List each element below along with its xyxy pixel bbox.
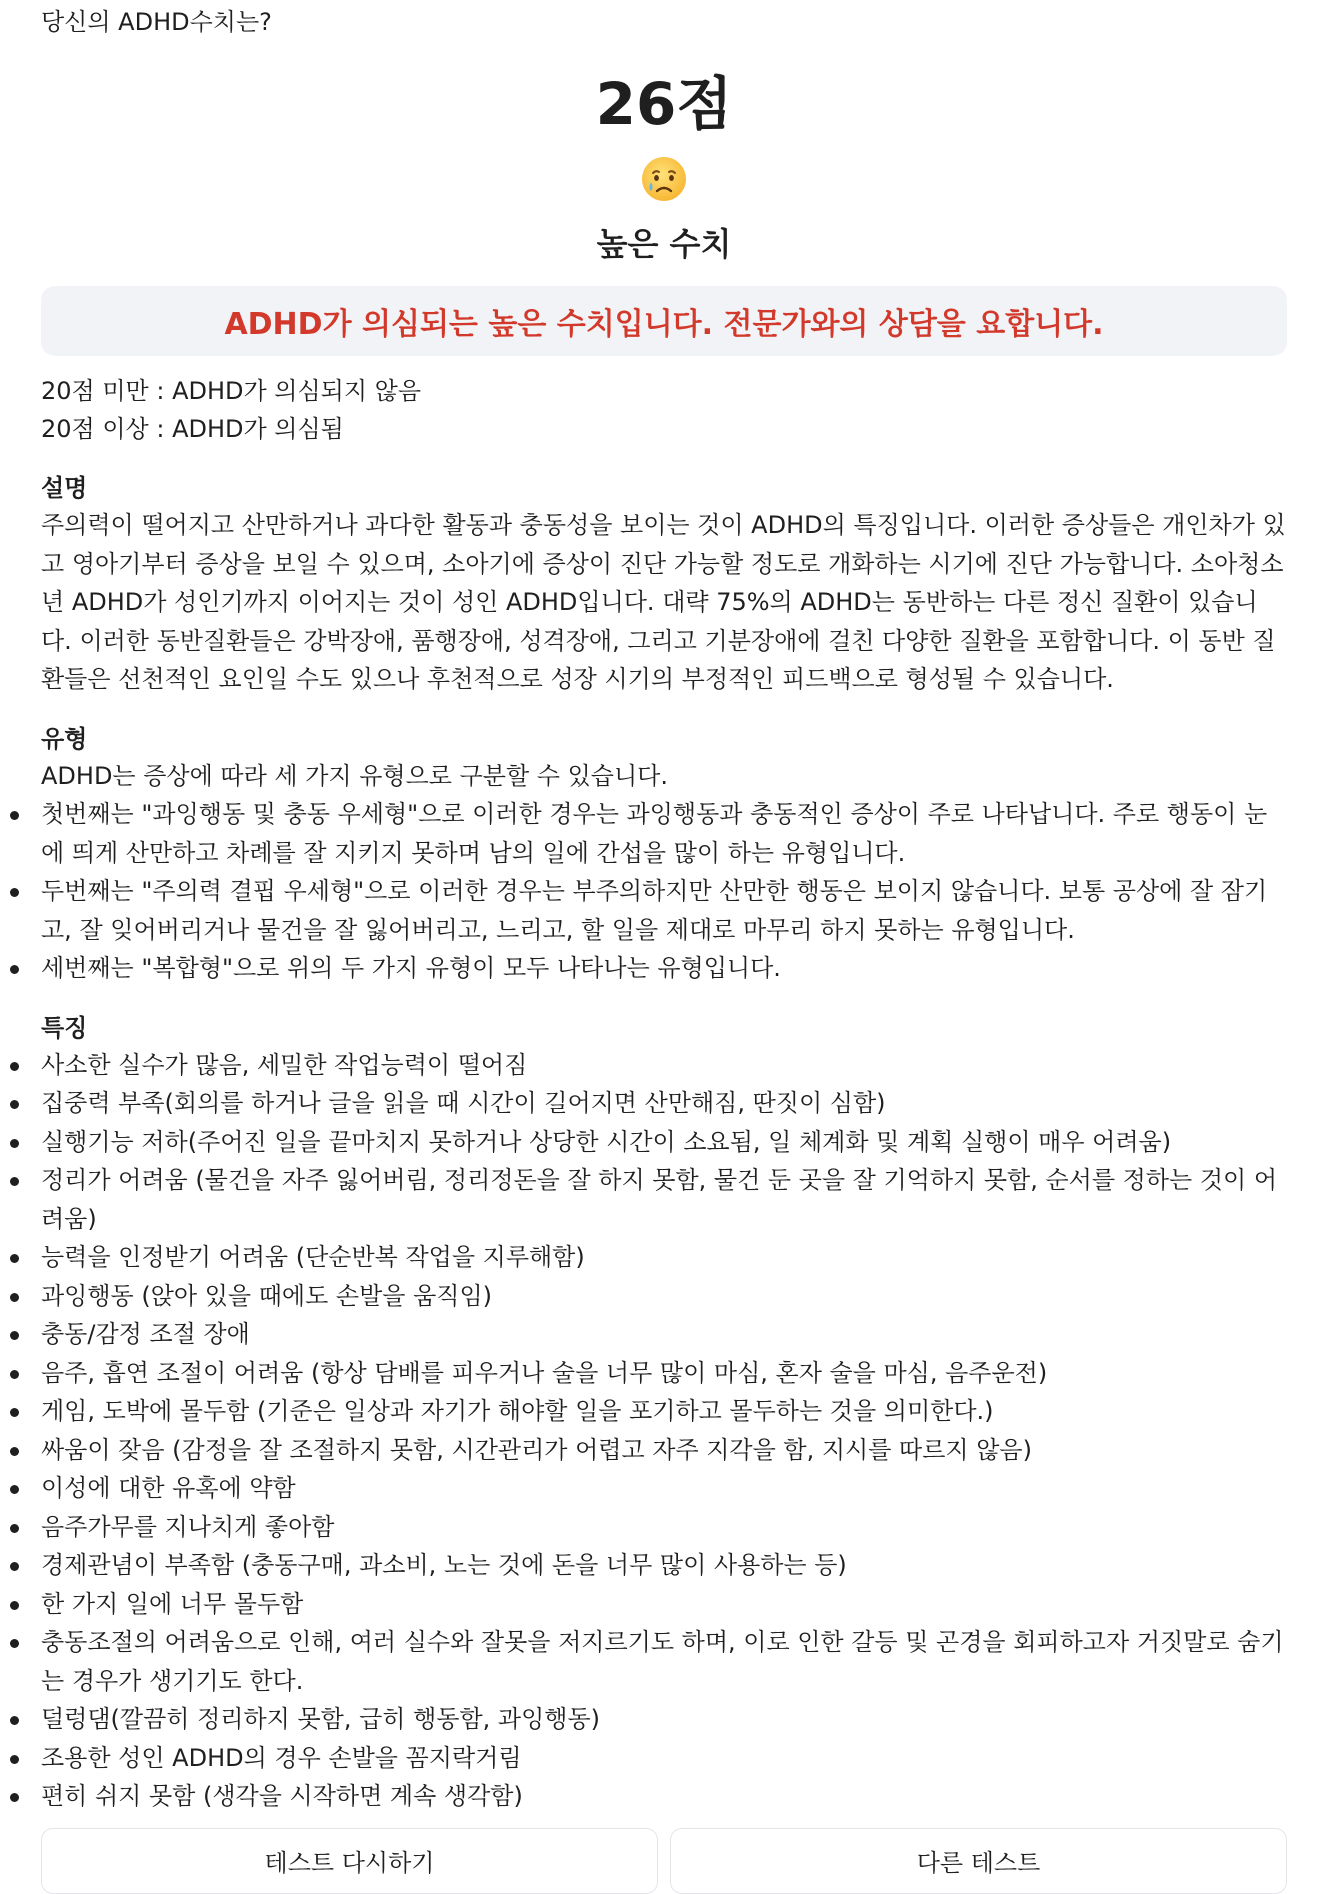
list-item: 첫번째는 "과잉행동 및 충동 우세형"으로 이러한 경우는 과잉행동과 충동적인 증상이 주로 나타납니다. 주로 행동이 눈에 띄게 산만하고 차례를 잘 지키지 못하며 남의 일에 간섭을 많이 하는 유형입니다. bbox=[41, 795, 1287, 872]
list-item: 충동조절의 어려움으로 인해, 여러 실수와 잘못을 저지르기도 하며, 이로 인한 갈등 및 곤경을 회피하고자 거짓말로 숨기는 경우가 생기기도 한다. bbox=[41, 1623, 1287, 1700]
list-item: 한 가지 일에 너무 몰두함 bbox=[41, 1585, 1287, 1624]
list-item: 정리가 어려움 (물건을 자주 잃어버림, 정리정돈을 잘 하지 못함, 물건 둔 곳을 잘 기억하지 못함, 순서를 정하는 것이 어려움) bbox=[41, 1161, 1287, 1238]
features-list bbox=[41, 1046, 1287, 1816]
retry-test-button[interactable]: 테스트 다시하기 bbox=[41, 1828, 658, 1894]
list-item: 충동/감정 조절 장애 bbox=[41, 1315, 1287, 1354]
list-item: 실행기능 저하(주어진 일을 끝마치지 못하거나 상당한 시간이 소요됨, 일 체계화 및 계획 실행이 매우 어려움) bbox=[41, 1123, 1287, 1162]
list-item: 과잉행동 (앉아 있을 때에도 손발을 움직임) bbox=[41, 1277, 1287, 1316]
alert-banner bbox=[41, 286, 1287, 356]
list-item: 사소한 실수가 많음, 세밀한 작업능력이 떨어짐 bbox=[41, 1046, 1287, 1085]
question-title: 당신의 ADHD수치는? bbox=[41, 8, 272, 36]
types-heading: 유형 bbox=[41, 724, 88, 753]
list-item: 음주가무를 지나치게 좋아함 bbox=[41, 1508, 1287, 1547]
score-legend bbox=[41, 372, 1287, 448]
description-text: 주의력이 떨어지고 산만하거나 과다한 활동과 충동성을 보이는 것이 ADHD의 특징입니다. 이러한 증상들은 개인차가 있고 영아기부터 증상을 보일 수 있으며, 소아기에 증상이 진단 가능할 정도로 개화하는 시기에 진단 가능합니다. 소아청소년 ADHD가 성인기까지 이어지는 것이 성인 ADHD입니다. 대략 75%의 ADHD는 동반하는 다른 정신 질환이 있습니다. 이러한 동반질환들은 강박장애, 품행장애, 성격장애, 그리고 기분장애에 걸친 다양한 질환을 포함합니다. 이 동반 질환들은 선천적인 요인일 수도 있으나 후천적으로 성장 시기의 부정적인 피드백으로 형성될 수 있습니다. bbox=[41, 511, 1286, 693]
score-value: 26점 bbox=[595, 70, 733, 138]
legend-above-20: 20점 이상 : ADHD가 의심됨 bbox=[41, 415, 344, 443]
list-item: 편히 쉬지 못함 (생각을 시작하면 계속 생각함) bbox=[41, 1777, 1287, 1816]
list-item: 조용한 성인 ADHD의 경우 손발을 꼼지락거림 bbox=[41, 1739, 1287, 1778]
legend-below-20: 20점 미만 : ADHD가 의심되지 않음 bbox=[41, 377, 422, 405]
list-item: 능력을 인정받기 어려움 (단순반복 작업을 지루해함) bbox=[41, 1238, 1287, 1277]
list-item: 덜렁댐(깔끔히 정리하지 못함, 급히 행동함, 과잉행동) bbox=[41, 1700, 1287, 1739]
action-buttons bbox=[41, 1828, 1287, 1894]
result-level: 높은 수치 bbox=[596, 225, 732, 263]
list-item: 집중력 부족(회의를 하거나 글을 읽을 때 시간이 길어지면 산만해짐, 딴짓이 심함) bbox=[41, 1084, 1287, 1123]
features-heading: 특징 bbox=[41, 1013, 88, 1042]
other-test-button[interactable]: 다른 테스트 bbox=[670, 1828, 1287, 1894]
list-item: 두번째는 "주의력 결핍 우세형"으로 이러한 경우는 부주의하지만 산만한 행동은 보이지 않습니다. 보통 공상에 잘 잠기고, 잘 잊어버리거나 물건을 잘 잃어버리고, 느리고, 할 일을 제대로 마무리 하지 못하는 유형입니다. bbox=[41, 872, 1287, 949]
list-item: 음주, 흡연 조절이 어려움 (항상 담배를 피우거나 술을 너무 많이 마심, 혼자 술을 마심, 음주운전) bbox=[41, 1354, 1287, 1393]
types-list bbox=[41, 795, 1287, 988]
list-item: 경제관념이 부족함 (충동구매, 과소비, 노는 것에 돈을 너무 많이 사용하는 등) bbox=[41, 1546, 1287, 1585]
list-item: 싸움이 잦음 (감정을 잘 조절하지 못함, 시간관리가 어렵고 자주 지각을 함, 지시를 따르지 않음) bbox=[41, 1431, 1287, 1470]
list-item: 게임, 도박에 몰두함 (기준은 일상과 자기가 해야할 일을 포기하고 몰두하는 것을 의미한다.) bbox=[41, 1392, 1287, 1431]
list-item: 이성에 대한 유혹에 약함 bbox=[41, 1469, 1287, 1508]
crying-face-icon bbox=[639, 154, 689, 204]
alert-text: ADHD가 의심되는 높은 수치입니다. 전문가와의 상담을 요합니다. bbox=[224, 307, 1104, 342]
types-intro: ADHD는 증상에 따라 세 가지 유형으로 구분할 수 있습니다. bbox=[41, 761, 668, 790]
list-item: 세번째는 "복합형"으로 위의 두 가지 유형이 모두 나타나는 유형입니다. bbox=[41, 949, 1287, 988]
description-heading: 설명 bbox=[41, 474, 88, 502]
